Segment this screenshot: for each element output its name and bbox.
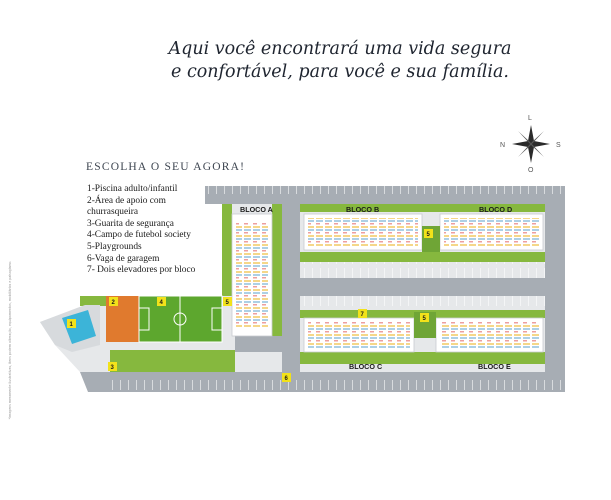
compass-label-top: L bbox=[528, 115, 532, 122]
svg-text:6: 6 bbox=[284, 376, 288, 382]
compass-label-left: N bbox=[500, 142, 506, 149]
compass-label-bottom: O bbox=[528, 167, 534, 174]
svg-text:2: 2 bbox=[111, 300, 115, 306]
legend-item-field: 4-Campo de futebol society bbox=[87, 230, 191, 241]
cta-heading: ESCOLHA O SEU AGORA! bbox=[86, 161, 246, 173]
marker-elevators bbox=[358, 309, 367, 318]
disclaimer-note: *Imagens meramente ilustrativas, itens podem alteração, equipamentos, mobiliários e paisagismo. bbox=[8, 260, 12, 420]
svg-text:5: 5 bbox=[422, 316, 426, 322]
compass-label-right: S bbox=[556, 142, 561, 149]
svg-text:1: 1 bbox=[69, 322, 73, 328]
label-bloco-c: BLOCO C bbox=[349, 362, 383, 371]
legend-item-playgrounds: 5-Playgrounds bbox=[87, 241, 142, 252]
marker-playground-bd bbox=[424, 229, 433, 238]
legend-item-guard: 3-Guarita de segurança bbox=[87, 218, 174, 229]
svg-text:7: 7 bbox=[360, 312, 364, 318]
legend-item-support-area-cont: churrasqueira bbox=[87, 207, 139, 218]
svg-text:5: 5 bbox=[426, 232, 430, 238]
compass-rose-icon bbox=[500, 115, 561, 174]
svg-text:5: 5 bbox=[225, 300, 229, 306]
marker-guard bbox=[108, 362, 117, 371]
bloco-e-building bbox=[436, 318, 543, 352]
legend-item-parking: 6-Vaga de garagem bbox=[87, 253, 160, 264]
label-bloco-d: BLOCO D bbox=[479, 205, 513, 214]
headline-line-1: Aqui você encontrará uma vida segura bbox=[168, 39, 512, 59]
legend-item-support-area: 2-Área de apoio com bbox=[87, 195, 166, 206]
svg-text:4: 4 bbox=[159, 300, 163, 306]
legend-item-elevators: 7- Dois elevadores por bloco bbox=[87, 265, 196, 276]
bloco-b-building bbox=[304, 214, 422, 250]
label-bloco-e: BLOCO E bbox=[478, 362, 511, 371]
bloco-d-building bbox=[440, 214, 543, 250]
marker-playground-ce bbox=[420, 313, 429, 322]
headline-line-2: e confortável, para você e sua família. bbox=[171, 62, 509, 82]
legend-item-pool: 1-Piscina adulto/infantil bbox=[87, 184, 178, 194]
marker-support-area bbox=[109, 297, 118, 306]
bloco-c-building bbox=[304, 318, 414, 352]
marker-field bbox=[157, 297, 166, 306]
marker-parking bbox=[282, 373, 291, 382]
svg-text:3: 3 bbox=[110, 365, 114, 371]
marker-pool bbox=[67, 319, 76, 328]
marker-playground-a bbox=[223, 297, 232, 306]
label-bloco-b: BLOCO B bbox=[346, 205, 380, 214]
label-bloco-a: BLOCO A bbox=[240, 205, 273, 214]
